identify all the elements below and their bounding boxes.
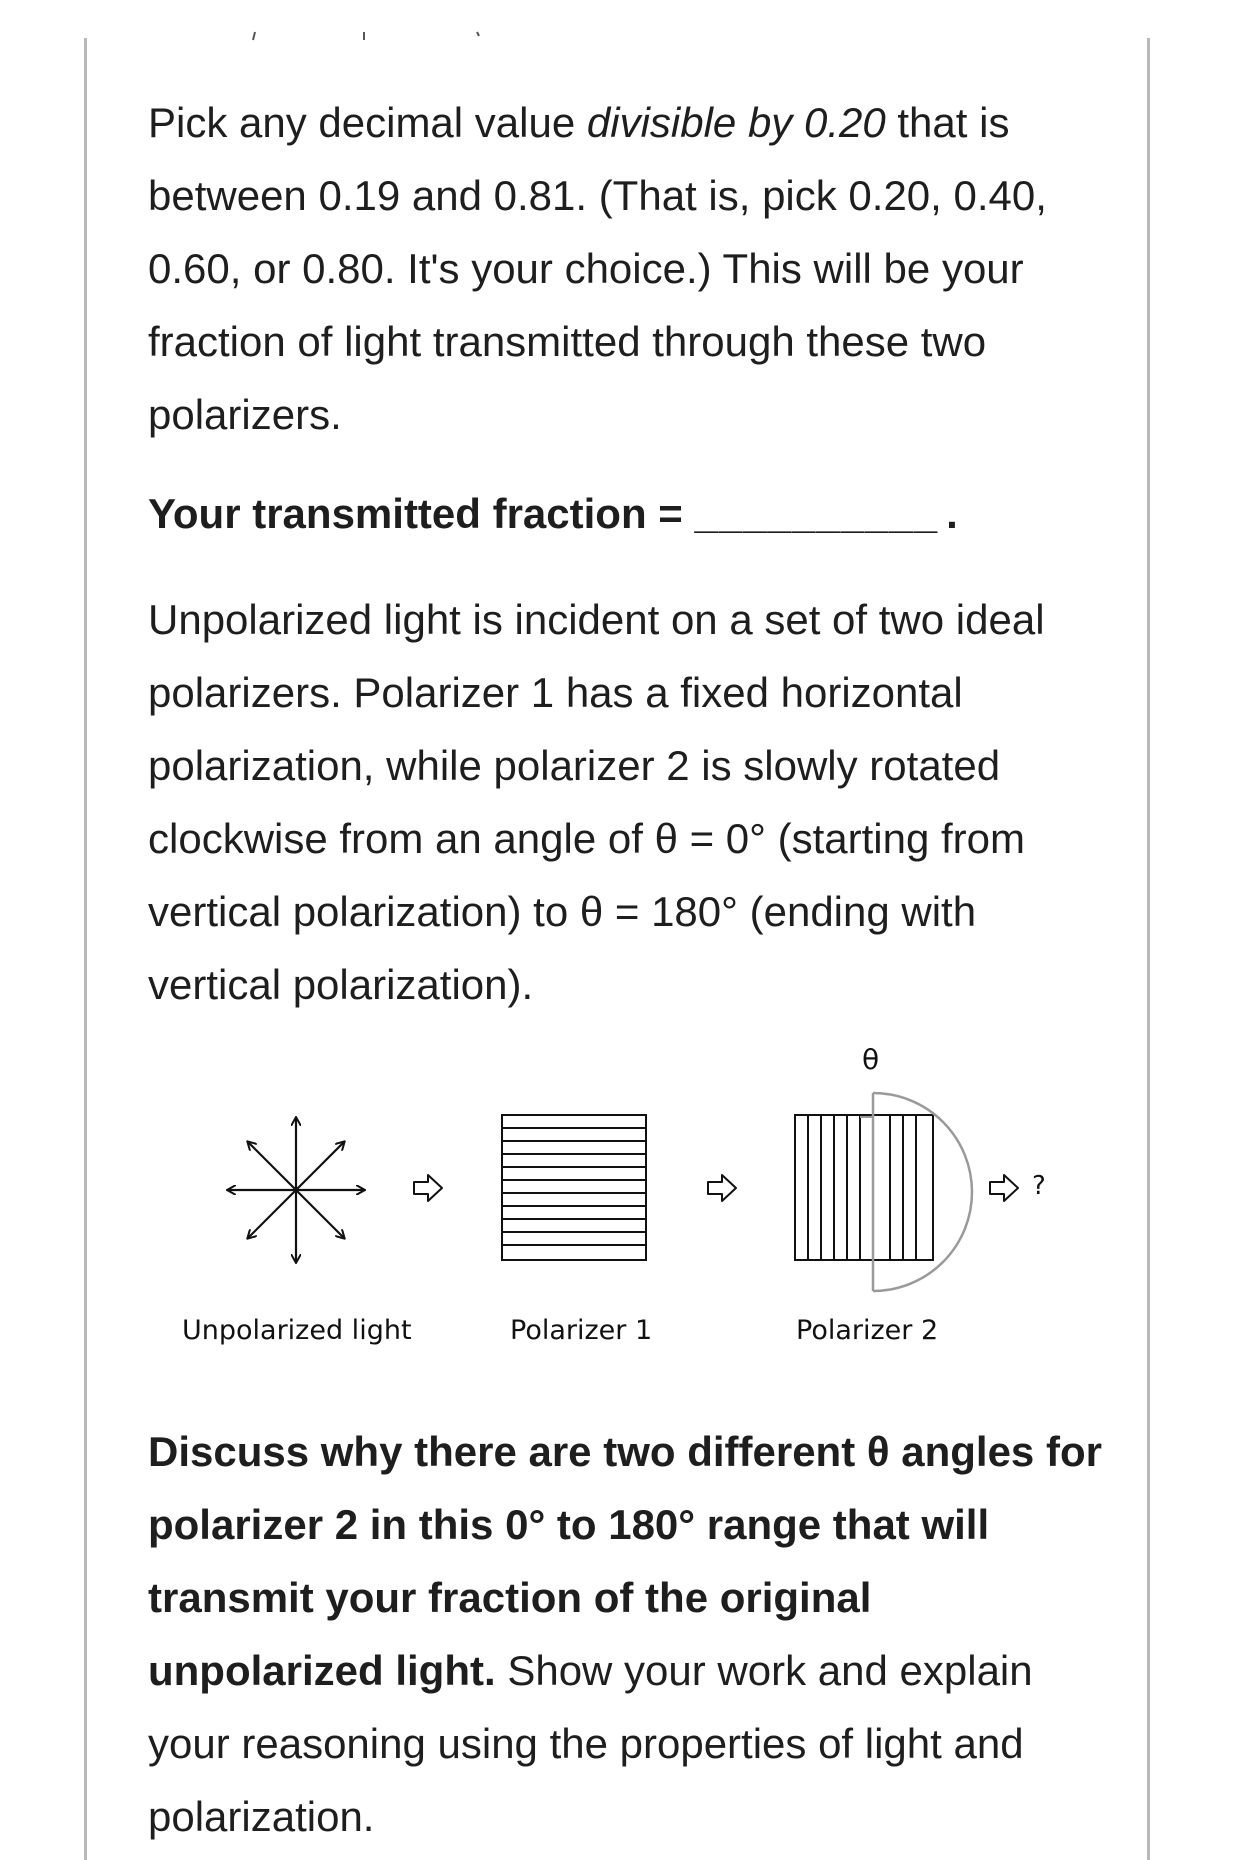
polarizer-diagram [148, 1045, 1106, 1405]
intro-emphasis: divisible by 0.20 [586, 99, 886, 146]
unpolarized-light-icon [228, 1118, 364, 1262]
arrow-icon-1 [414, 1175, 442, 1201]
answer-blank: __________ [694, 490, 939, 537]
theta-label: θ [862, 1043, 880, 1076]
discussion-instructions: Show your work and explain your reasoning using the properties of light and polarization. [148, 1647, 1033, 1840]
answer-line [148, 477, 1106, 550]
clipped-text-remnant [230, 28, 490, 44]
question-body [148, 86, 1106, 1853]
arrow-icon-3 [990, 1175, 1018, 1201]
answer-period: . [946, 490, 958, 537]
discussion-prompt: Discuss why there are two different θ angles for polarizer 2 in this 0° to 180° range that will transmit your fraction of the original unpolarized light. [148, 1428, 1102, 1694]
polarizer-2-icon [795, 1093, 972, 1291]
polarizer-1-icon [502, 1115, 646, 1260]
discussion-paragraph [148, 1415, 1106, 1853]
answer-label: Your transmitted fraction = [148, 490, 695, 537]
caption-unpolarized-light: Unpolarized light [182, 1315, 412, 1346]
intro-text-2: that is between 0.19 and 0.81. (That is, pick 0.20, 0.40, 0.60, or 0.80. It's your choice.) This will be your fraction of light transmitted through these two polarizers. [148, 99, 1047, 438]
caption-polarizer-2: Polarizer 2 [796, 1315, 939, 1346]
diagram-svg [148, 1045, 1106, 1405]
caption-polarizer-1: Polarizer 1 [510, 1315, 653, 1346]
intro-paragraph [148, 86, 1106, 451]
arrow-icon-2 [708, 1175, 736, 1201]
intro-text-1: Pick any decimal value [148, 99, 587, 146]
question-mark-label: ? [1032, 1171, 1046, 1201]
problem-paragraph: Unpolarized light is incident on a set of two ideal polarizers. Polarizer 1 has a fixed horizontal polarization, while polarizer 2 is slowly rotated clockwise from an angle of θ = 0° (starting from vertical polarization) to θ = 180° (ending with vertical polarization). [148, 596, 1045, 1008]
